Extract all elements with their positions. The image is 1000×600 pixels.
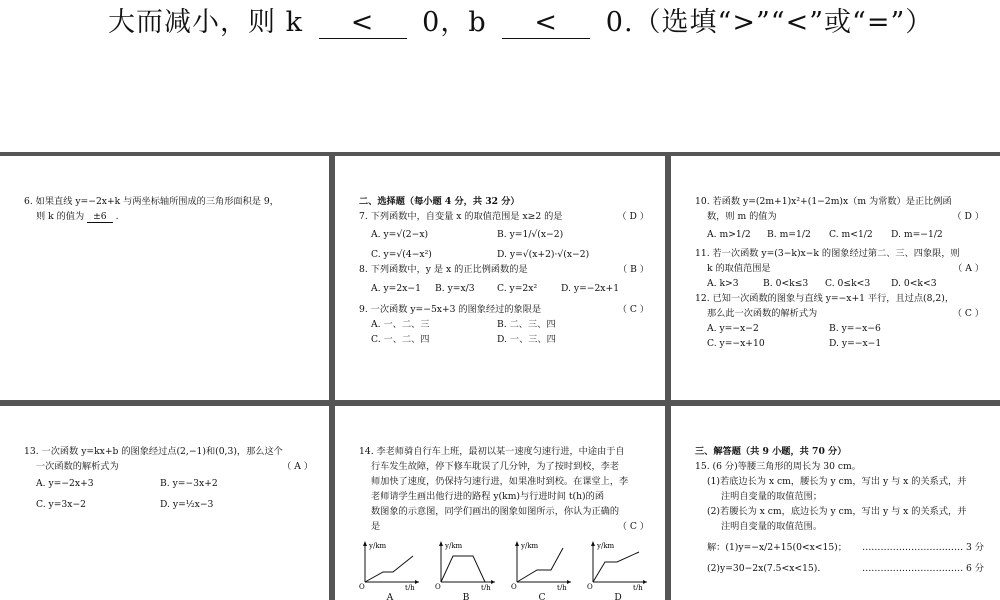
panel-multiple-choice-10-12	[671, 156, 1000, 400]
option-a: A. k>3	[707, 278, 739, 289]
question-7-text: 7. 下列函数中，自变量 x 的取值范围是 x≥2 的是	[359, 211, 563, 222]
option-c: C. y=2x²	[497, 283, 538, 294]
graph-a-plot	[359, 538, 421, 590]
question-14-line3: 师加快了速度，仍保持匀速行进，如果准时到校。在课堂上，李	[371, 476, 629, 487]
t-axis-label: t/h	[481, 584, 491, 590]
section-title: 三、解答题（共 9 小题，共 70 分）	[695, 446, 847, 457]
option-a: A. y=−x−2	[707, 323, 759, 334]
graph-d-label: D	[614, 592, 622, 600]
option-a: A. m>1/2	[707, 229, 751, 240]
question-9-answer: （ C ）	[617, 304, 649, 315]
section-title: 二、选择题（每小题 4 分，共 32 分）	[359, 196, 520, 207]
question-14-line6	[359, 519, 649, 534]
panel-question-15	[671, 406, 1000, 600]
graph-a-label: A	[386, 592, 394, 600]
question-6-text: 则 k 的值为	[36, 211, 85, 222]
question-9-text: 9. 一次函数 y=−5x+3 的图象经过的象限是	[359, 304, 542, 315]
question-8	[359, 262, 649, 277]
y-axis-label: y/km	[521, 542, 539, 550]
question-13-answer: （ A ）	[282, 461, 313, 472]
origin-label: O	[359, 583, 365, 590]
worksheet-grid	[0, 152, 1000, 600]
option-d: D. y=½x−3	[160, 499, 214, 510]
question-9	[359, 302, 649, 317]
question-9-options-row1	[359, 317, 649, 332]
solution-1-points: …………………………… 3 分	[862, 542, 984, 553]
option-b: B. m=1/2	[767, 229, 811, 240]
option-c: C. 一、二、四	[371, 334, 430, 345]
question-11-line1: 11. 若一次函数 y=(3−k)x−k 的图象经过第二、三、四象限，则	[695, 248, 960, 259]
panel-multiple-choice-7-9	[335, 156, 665, 400]
solution-2	[695, 561, 984, 576]
question-8-options	[359, 281, 649, 296]
question-10-line2	[695, 209, 984, 224]
question-14-line4: 老师请学生画出他行进的路程 y(km)与行进时间 t(h)的函	[371, 491, 605, 502]
t-axis-label: t/h	[633, 584, 643, 590]
question-9-options-row2	[359, 332, 649, 347]
question-15: 15. (6 分)等腰三角形的周长为 30 cm。	[695, 461, 861, 472]
option-b: B. 0<k≤3	[763, 278, 809, 289]
option-b: B. y=1/√(x−2)	[497, 229, 564, 240]
answer-blank-1: <	[319, 7, 407, 39]
question-6-line2	[24, 209, 313, 224]
question-12-line2	[695, 306, 984, 321]
question-8-answer: （ B ）	[618, 264, 649, 275]
question-15-part2-line2: 注明自变量的取值范围。	[721, 521, 823, 532]
question-14-line5: 数图象的示意图，同学们画出的图象如图所示，你认为正确的	[371, 506, 620, 517]
option-a: A. y=−2x+3	[36, 478, 94, 489]
t-axis-label: t/h	[405, 584, 415, 590]
question-14-answer: （ C ）	[617, 521, 649, 532]
question-12-answer: （ C ）	[952, 308, 984, 319]
question-15-part2-line1: (2)若腰长为 x cm，底边长为 y cm，写出 y 与 x 的关系式，并	[707, 506, 967, 517]
question-11-line2	[695, 261, 984, 276]
option-c: C. y=3x−2	[36, 499, 87, 510]
graph-c-plot	[511, 538, 573, 590]
question-15-part1-line2: 注明自变量的取值范围；	[721, 491, 823, 502]
option-d: D. 0<k<3	[891, 278, 937, 289]
graph-a	[359, 538, 421, 600]
option-b: B. y=x/3	[435, 283, 475, 294]
origin-label: O	[587, 583, 593, 590]
question-12-text: 那么此一次函数的解析式为	[707, 308, 818, 319]
question-11-options	[695, 276, 984, 291]
option-d: D. 一、三、四	[497, 334, 556, 345]
solution-2-text: (2)y=30−2x(7.5<x<15).	[707, 563, 821, 574]
option-a: A. y=2x−1	[371, 283, 421, 294]
question-11-text: k 的取值范围是	[707, 263, 771, 274]
question-8-text: 8. 下列函数中，y 是 x 的正比例函数的是	[359, 264, 528, 275]
solution-2-points: …………………………… 6 分	[862, 563, 984, 574]
top-strip	[0, 0, 1000, 152]
option-b: B. 二、三、四	[497, 319, 556, 330]
option-b: B. y=−x−6	[829, 323, 881, 334]
origin-label: O	[435, 583, 441, 590]
solution-1	[695, 540, 984, 555]
question-12-options-row2	[695, 336, 984, 351]
question-12-options-row1	[695, 321, 984, 336]
graph-d	[587, 538, 649, 600]
question-13-text: 一次函数的解析式为	[36, 461, 119, 472]
question-15-part1-line1: (1)若底边长为 x cm，腰长为 y cm，写出 y 与 x 的关系式，并	[707, 476, 967, 487]
question-13-options-row2	[24, 497, 313, 512]
option-c: C. y=−x+10	[707, 338, 765, 349]
panel-question-13	[0, 406, 329, 600]
graph-b-plot	[435, 538, 497, 590]
option-d: D. y=−2x+1	[561, 283, 620, 294]
option-a: A. 一、二、三	[371, 319, 430, 330]
question-7-answer: （ D ）	[617, 211, 649, 222]
question-13-options-row1	[24, 476, 313, 491]
y-axis-label: y/km	[369, 542, 387, 550]
t-axis-label: t/h	[557, 584, 567, 590]
question-13-line1: 13. 一次函数 y=kx+b 的图象经过点(2,−1)和(0,3)，那么这个	[24, 446, 283, 457]
option-a: A. y=√(2−x)	[371, 229, 429, 240]
question-13-line2	[24, 459, 313, 474]
question-14-line2: 行车发生故障，停下修车耽误了几分钟，为了按时到校，李老	[371, 461, 620, 472]
question-7-options-row2	[359, 247, 649, 262]
question-7	[359, 209, 649, 224]
option-graphs	[359, 538, 649, 600]
question-text-suffix: 0.（选填“>”“<”或“=”）	[605, 7, 934, 38]
origin-label: O	[511, 583, 517, 590]
question-14-text: 是	[371, 521, 381, 532]
question-text: 大而减小，则 k	[108, 7, 303, 38]
question-6-answer: ±6	[87, 211, 113, 223]
question-11-answer: （ A ）	[953, 263, 984, 274]
question-12-line1: 12. 已知一次函数的图象与直线 y=−x+1 平行，且过点(8,2)，	[695, 293, 955, 304]
panel-question-14	[335, 406, 665, 600]
graph-b-label: B	[462, 592, 470, 600]
question-10-answer: （ D ）	[952, 211, 984, 222]
option-d: D. y=√(x+2)·√(x−2)	[497, 249, 590, 260]
period: .	[115, 211, 119, 222]
option-d: D. y=−x−1	[829, 338, 882, 349]
panel-question-6	[0, 156, 329, 400]
y-axis-label: y/km	[597, 542, 615, 550]
answer-blank-2: <	[502, 7, 590, 39]
graph-c	[511, 538, 573, 600]
graph-c-label: C	[538, 592, 546, 600]
question-10-options	[695, 227, 984, 242]
option-c: C. 0≤k<3	[825, 278, 871, 289]
fill-in-question-continuation	[108, 0, 933, 39]
question-7-options-row1	[359, 227, 649, 242]
y-axis-label: y/km	[445, 542, 463, 550]
solution-1-text: 解：(1)y=−x/2+15(0<x<15)；	[707, 542, 847, 553]
question-10-text: 数，则 m 的值为	[707, 211, 777, 222]
option-c: C. y=√(4−x²)	[371, 249, 432, 260]
graph-d-plot	[587, 538, 649, 590]
question-14-line1: 14. 李老师骑自行车上班，最初以某一速度匀速行进，中途由于自	[359, 446, 625, 457]
question-10-line1: 10. 若函数 y=(2m+1)x²+(1−2m)x（m 为常数）是正比例函	[695, 196, 952, 207]
option-d: D. m=−1/2	[891, 229, 943, 240]
option-c: C. m<1/2	[829, 229, 873, 240]
question-text-mid: 0，b	[422, 7, 487, 38]
option-b: B. y=−3x+2	[160, 478, 218, 489]
graph-b	[435, 538, 497, 600]
question-6-line1: 6. 如果直线 y=−2x+k 与两坐标轴所围成的三角形面积是 9，	[24, 196, 279, 207]
